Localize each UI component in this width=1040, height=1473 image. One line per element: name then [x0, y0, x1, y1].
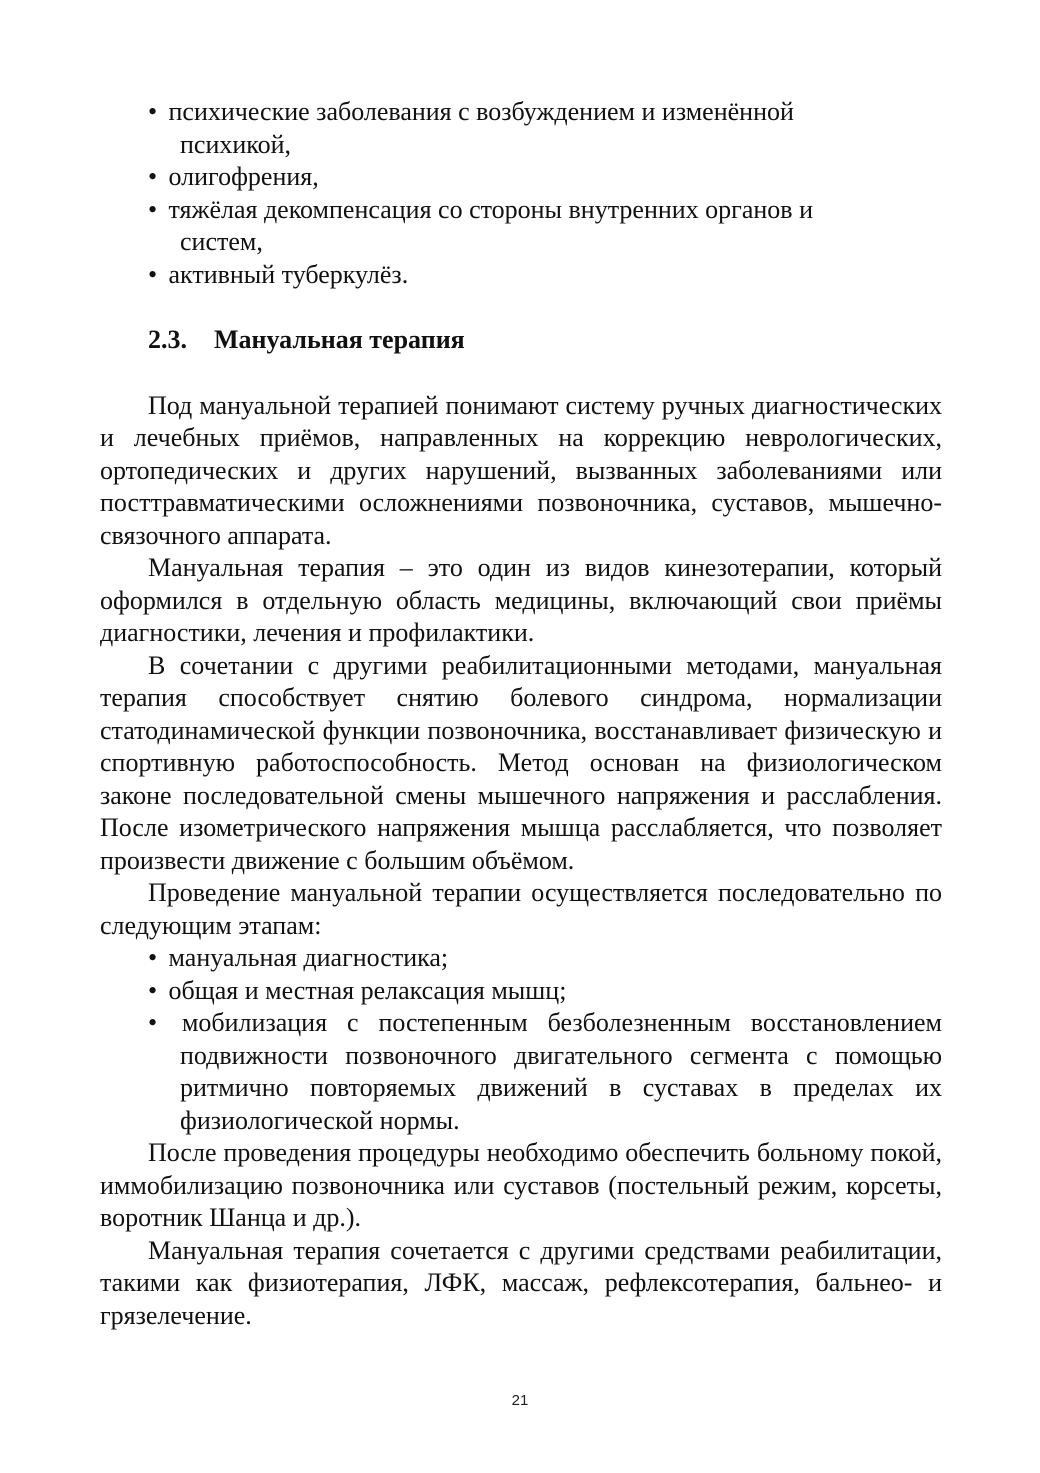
section-number: 2.3. — [148, 325, 187, 354]
list-item-text: мануальная диагностика; — [168, 943, 449, 972]
paragraph: После проведения процедуры необходимо обеспечить больному покой, иммобилизацию позвоночника или суставов (постельный режим, корсеты, воротник Шанца и др.). — [100, 1138, 942, 1232]
section-title: Мануальная терапия — [214, 325, 465, 354]
list-item — [148, 96, 942, 161]
list-item — [148, 942, 942, 975]
list-item — [148, 161, 942, 194]
list-item — [148, 194, 942, 259]
list-item-text: активный туберкулёз. — [168, 259, 409, 289]
list-item-text: олигофрения, — [168, 162, 319, 191]
section-heading — [148, 324, 942, 357]
list-item-text: мобилизация с постепенным безболезненным восстановлением подвижности позвоночного двигательного сегмента с помощью ритмично повторяемых движений в суставах в пределах их физиологической нормы. — [180, 1008, 943, 1135]
document-page — [100, 96, 942, 1332]
page-number: 21 — [511, 1392, 529, 1409]
list-item — [148, 975, 942, 1008]
list-item-text: тяжёлая декомпенсация со стороны внутренних органов и — [168, 194, 813, 224]
paragraph: Мануальная терапия сочетается с другими средствами реабилитации, такими как физиотерапия, ЛФК, массаж, рефлексотерапия, бальнео- и грязелечение. — [100, 1235, 942, 1330]
list-item-text-continued: систем, — [180, 227, 263, 256]
list-item-text: психические заболевания с возбуждением и изменённой — [168, 97, 794, 126]
paragraph: Под мануальной терапией понимают систему ручных диагностических и лечебных приёмов, направленных на коррекцию неврологических, ортопедических и других нарушений, вызванных заболеваниями или посттравматическими осложнениями позвоночника, суставов, мышечно-связочного аппарата. — [100, 390, 942, 550]
paragraph: В сочетании с другими реабилитационными методами, мануальная терапия способствует снятию болевого синдрома, нормализации статодинамической функции позвоночника, восстанавливает физическую и спортивную работоспособность. Метод основан на физиологическом законе последовательной смены мышечного напряжения и расслабления. После изометрического напряжения мышца расслабляется, что позволяет произвести движение с большим объёмом. — [100, 650, 942, 875]
list-item — [148, 259, 942, 292]
contraindications-list — [100, 96, 942, 291]
list-item — [148, 1007, 942, 1137]
paragraph: Мануальная терапия – это один из видов кинезотерапии, который оформился в отдельную область медицины, включающий свои приёмы диагностики, лечения и профилактики. — [100, 553, 942, 647]
paragraph: Проведение мануальной терапии осуществляется последовательно по следующим этапам: — [100, 878, 942, 940]
stages-list — [100, 942, 942, 1137]
list-item-text: общая и местная релаксация мышц; — [168, 975, 567, 1005]
list-item-text-continued: психикой, — [180, 129, 292, 159]
